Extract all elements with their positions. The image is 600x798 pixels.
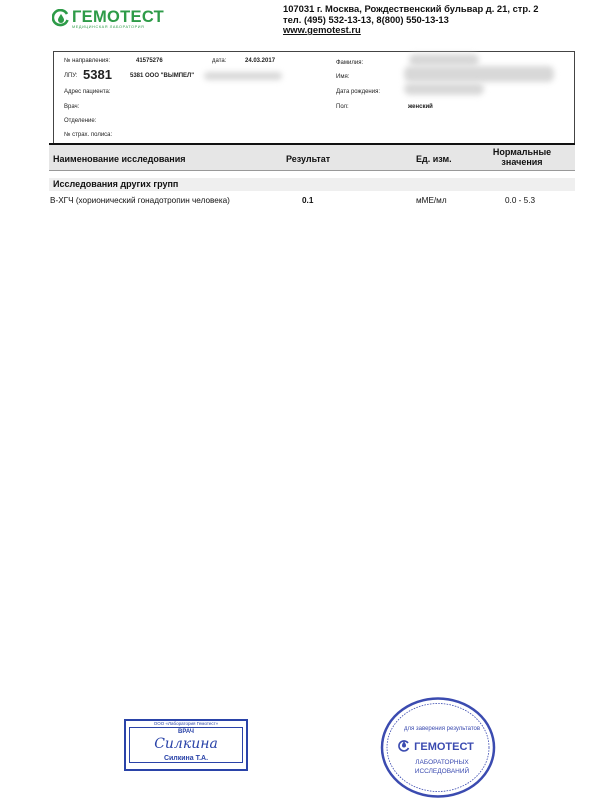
redacted-name	[404, 66, 554, 82]
stamp-name: ГЕМОТЕСТ	[414, 741, 474, 753]
gemotest-logo	[52, 8, 182, 32]
row-result: 0.1	[302, 196, 314, 205]
header-unit: Ед. изм.	[416, 154, 452, 164]
doctor-stamp-name: Силкина Т.А.	[163, 755, 209, 762]
lpu-label: ЛПУ:	[64, 73, 78, 79]
section-title: Исследования других групп	[53, 179, 179, 189]
row-unit: мМЕ/мл	[416, 196, 447, 205]
lpu-code: 5381	[83, 67, 112, 82]
contact-block	[283, 4, 539, 36]
referral-value: 41575276	[136, 58, 163, 64]
stamp-logo-icon	[399, 741, 409, 751]
doctor-stamp-org: ООО «Лаборатория Гемотест»	[153, 721, 219, 726]
lpu-name: 5381 ООО "ВЫМПЕЛ"	[130, 73, 195, 79]
header-normal: Нормальные значения	[492, 147, 552, 167]
lab-round-stamp	[380, 697, 496, 798]
logo-mark-icon	[52, 9, 70, 27]
redacted-surname	[409, 54, 479, 66]
stamp-bottom-2: ИССЛЕДОВАНИЙ	[414, 768, 470, 775]
contact-phone: тел. (495) 532-13-13, 8(800) 550-13-13	[283, 13, 449, 25]
referral-label: № направления:	[64, 58, 111, 64]
results-table-header	[49, 143, 575, 171]
doctor-stamp	[124, 719, 248, 771]
patient-info-box	[53, 51, 575, 143]
department-label: Отделение:	[64, 118, 97, 124]
contact-address: 107031 г. Москва, Рождественский бульвар д. 21, стр. 2	[283, 3, 539, 14]
doctor-signature: Силкина	[154, 736, 218, 752]
contact-site-link[interactable]: www.gemotest.ru	[283, 24, 361, 36]
redacted-lpu	[204, 72, 282, 80]
date-label: дата:	[212, 58, 227, 64]
doctor-stamp-title: ВРАЧ	[178, 729, 194, 735]
date-value: 24.03.2017	[245, 58, 276, 64]
header-name: Наименование исследования	[53, 154, 186, 164]
logo-subtitle: МЕДИЦИНСКАЯ ЛАБОРАТОРИЯ	[72, 25, 145, 29]
name-label: Имя:	[336, 74, 350, 80]
address-label: Адрес пациента:	[64, 89, 111, 95]
row-name: В-ХГЧ (хорионический гонадотропин человека)	[50, 196, 230, 205]
policy-label: № страх. полиса:	[64, 132, 113, 138]
row-normal: 0.0 - 5.3	[505, 196, 536, 205]
sex-label: Пол:	[336, 104, 349, 110]
surname-label: Фамилия:	[336, 60, 364, 66]
doctor-label: Врач:	[64, 104, 80, 110]
section-row	[49, 178, 575, 191]
birth-label: Дата рождения:	[336, 89, 380, 95]
stamp-bottom-1: ЛАБОРАТОРНЫХ	[415, 759, 469, 766]
sex-value: женский	[408, 104, 433, 110]
header-result: Результат	[286, 154, 331, 164]
logo-name: ГЕМОТЕСТ	[72, 8, 165, 26]
redacted-birthdate	[404, 83, 484, 95]
stamp-top-text: для заверения результатов	[403, 726, 481, 732]
